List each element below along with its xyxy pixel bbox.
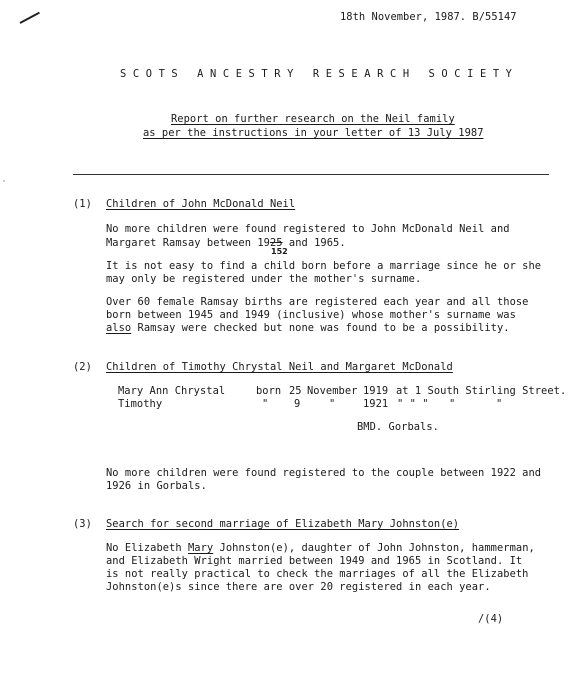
struck-digits: 25 (269, 237, 283, 249)
ditto-born: " (262, 398, 269, 410)
section3-p1-line3: is not really practical to check the marriages of all the Elizabeth (106, 568, 529, 580)
emphasis-also: also (106, 322, 132, 334)
child2-year: 1921 (363, 398, 389, 410)
ditto-street: " (449, 398, 456, 410)
section1-number: (1) (73, 198, 92, 210)
date-reference: 18th November, 1987. B/55147 (340, 11, 517, 23)
section3-p1-line1-b: Johnston(e), daughter of John Johnston, hammerman, (213, 542, 535, 554)
section1-p3-line1: Over 60 female Ramsay births are registered each year and all those (106, 296, 529, 308)
section3-p1-line1-a: No Elizabeth (106, 542, 188, 554)
correction-digits: 152 (270, 247, 288, 256)
section3-p1-line2: and Elizabeth Wright married between 1949 and 1965 in Scotland. It (106, 555, 523, 567)
section1-p1-line2-a: Margaret Ramsay between 19 (106, 237, 270, 249)
ditto-street-end: " (496, 398, 503, 410)
pen-mark (20, 12, 40, 24)
source-register: BMD. Gorbals. (357, 421, 439, 433)
section2-heading: Children of Timothy Chrystal Neil and Margaret McDonald (106, 361, 453, 373)
section1-p1-line1: No more children were found registered to John McDonald Neil and (106, 223, 510, 235)
handwritten-correction (269, 236, 288, 256)
section-divider (73, 174, 549, 175)
report-title-line1: Report on further research on the Neil family (171, 113, 455, 125)
section1-p2-line2: may only be registered under the mother's surname. (106, 273, 422, 285)
child1-place: at 1 South Stirling Street. (396, 385, 567, 397)
ditto-at-group: " " " (397, 398, 429, 410)
child1-month: November (307, 385, 358, 397)
child1-day: 25 (289, 385, 302, 397)
section2-p1-line1: No more children were found registered to the couple between 1922 and (106, 467, 542, 479)
section1-p1-line2 (106, 236, 346, 256)
page-continuation: /(4) (478, 613, 504, 625)
section1-p3-line3-rest: Ramsay were checked but none was found to be a possibility. (131, 322, 510, 334)
ditto-month: " (329, 398, 336, 410)
report-title-line2: as per the instructions in your letter of 13 July 1987 (143, 127, 484, 139)
section2-number: (2) (73, 361, 92, 373)
emphasis-mary: Mary (187, 542, 214, 554)
section1-p1-line2-b: and 1965. (282, 237, 346, 249)
section1-heading: Children of John McDonald Neil (106, 198, 296, 210)
section2-p1-line2: 1926 in Gorbals. (106, 480, 207, 492)
child1-born: born (256, 385, 282, 397)
child2-name: Timothy (118, 398, 163, 410)
society-name: SCOTS ANCESTRY RESEARCH SOCIETY (120, 68, 519, 80)
section3-heading: Search for second marriage of Elizabeth Mary Johnston(e) (106, 518, 460, 530)
scan-speck (3, 180, 5, 182)
section1-p3-line2: born between 1945 and 1949 (inclusive) whose mother's surname was (106, 309, 516, 321)
child2-day: 9 (294, 398, 301, 410)
section1-p3-line3 (106, 321, 510, 336)
section3-p1-line4: Johnston(e)s since there are over 20 registered in each year. (106, 581, 491, 593)
section1-p2-line1: It is not easy to find a child born before a marriage since he or she (106, 260, 542, 272)
child1-year: 1919 (363, 385, 389, 397)
section3-number: (3) (73, 518, 92, 530)
child1-name: Mary Ann Chrystal (118, 385, 226, 397)
